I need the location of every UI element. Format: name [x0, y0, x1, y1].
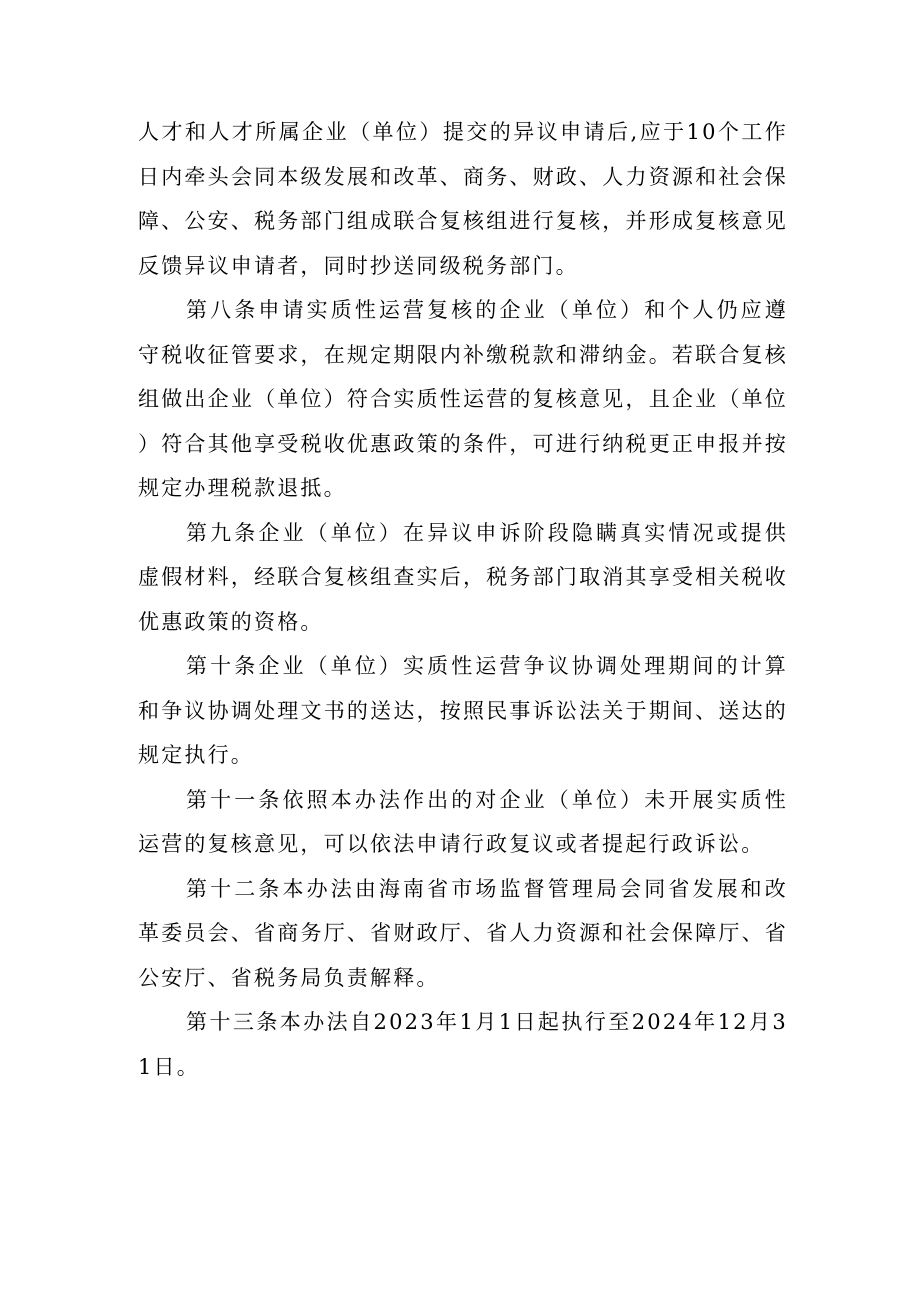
paragraph-article-10: 第十条企业（单位）实质性运营争议协调处理期间的计算和争议协调处理文书的送达，按照民事诉讼法关于期间、送达的规定执行。 — [138, 654, 788, 767]
paragraph-article-9: 第九条企业（单位）在异议申诉阶段隐瞒真实情况或提供虚假材料，经联合复核组查实后，税务部门取消其享受相关税收优惠政策的资格。 — [138, 520, 788, 634]
paragraph-article-12: 第十二条本办法由海南省市场监督管理局会同省发展和改革委员会、省商务厅、省财政厅、省人力资源和社会保障厅、省公安厅、省税务局负责解释。 — [138, 876, 788, 990]
paragraph-continuation: 人才和人才所属企业（单位）提交的异议申请后,应于10个工作日内牵头会同本级发展和改革、商务、财政、人力资源和社会保障、公安、税务部门组成联合复核组进行复核，并形成复核意见反馈异议申请者，同时抄送同级税务部门。 — [138, 120, 788, 278]
paragraph-article-13: 第十三条本办法自2023年1月1日起执行至2024年12月31日。 — [138, 1010, 788, 1079]
paragraph-article-8: 第八条申请实质性运营复核的企业（单位）和个人仍应遵守税收征管要求，在规定期限内补缴税款和滞纳金。若联合复核组做出企业（单位）符合实质性运营的复核意见，且企业（单位）符合其他享受税收优惠政策的条件，可进行纳税更正申报并按规定办理税款退抵。 — [138, 298, 788, 500]
paragraph-article-11: 第十一条依照本办法作出的对企业（单位）未开展实质性运营的复核意见，可以依法申请行政复议或者提起行政诉讼。 — [138, 787, 788, 856]
document-body — [138, 110, 788, 1089]
